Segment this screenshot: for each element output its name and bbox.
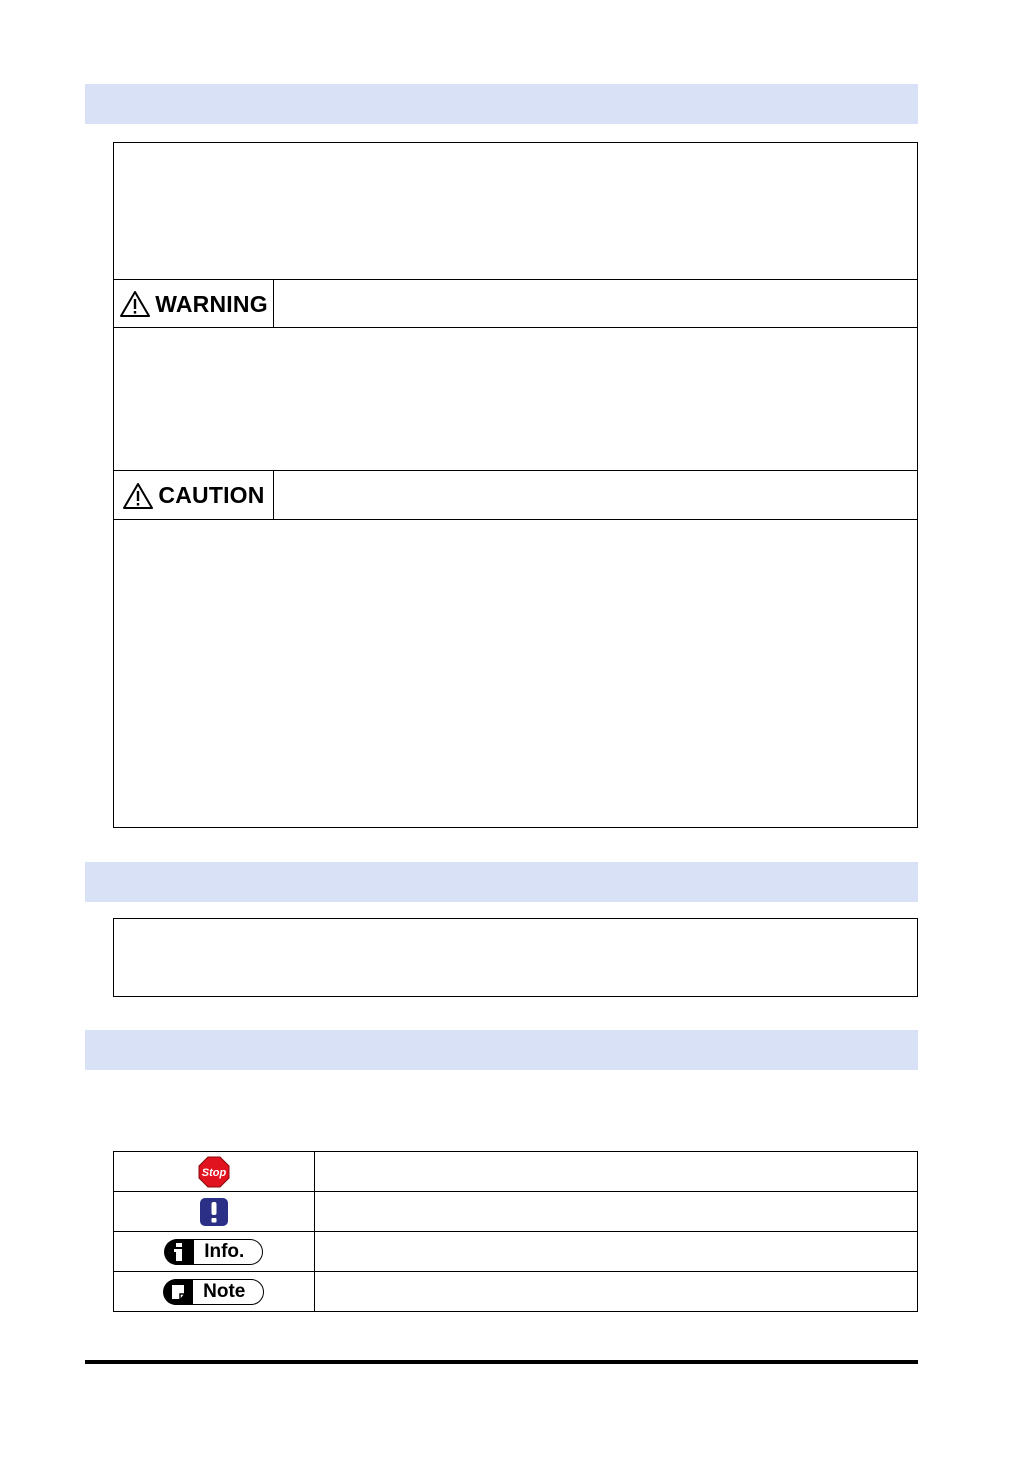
table-row bbox=[114, 1232, 918, 1272]
info-label: Info. bbox=[204, 1240, 245, 1262]
symbol-table bbox=[113, 1151, 918, 1312]
caution-text: CAUTION bbox=[158, 482, 265, 508]
note-badge bbox=[164, 1279, 265, 1305]
warning-text: WARNING bbox=[155, 290, 268, 317]
info-badge bbox=[165, 1239, 264, 1265]
note-icon bbox=[163, 1279, 193, 1305]
divider bbox=[273, 280, 274, 328]
footer-rule bbox=[85, 1360, 918, 1364]
section-header-band bbox=[85, 84, 918, 124]
stop-sign-icon bbox=[198, 1156, 230, 1188]
caution-triangle-icon bbox=[122, 482, 154, 510]
caution-label bbox=[114, 471, 273, 520]
symbol-cell bbox=[114, 1192, 315, 1232]
warning-triangle-icon bbox=[119, 290, 151, 318]
description-cell bbox=[315, 1272, 918, 1312]
description-cell bbox=[315, 1192, 918, 1232]
divider bbox=[273, 471, 274, 520]
table-row bbox=[114, 1152, 918, 1192]
symbol-cell bbox=[114, 1272, 315, 1312]
info-icon bbox=[164, 1239, 194, 1265]
table-row bbox=[114, 1192, 918, 1232]
symbol-cell bbox=[114, 1152, 315, 1192]
note-label: Note bbox=[203, 1280, 246, 1302]
table-row bbox=[114, 1272, 918, 1312]
safety-box bbox=[113, 142, 918, 828]
symbol-cell bbox=[114, 1232, 315, 1272]
divider bbox=[114, 327, 917, 328]
stop-sign-text: Stop bbox=[201, 1166, 227, 1179]
description-cell bbox=[315, 1232, 918, 1272]
warning-label bbox=[114, 280, 273, 328]
notice-box bbox=[113, 918, 918, 997]
divider bbox=[114, 519, 917, 520]
important-exclamation-icon bbox=[199, 1197, 229, 1227]
section-header-band bbox=[85, 1030, 918, 1070]
description-cell bbox=[315, 1152, 918, 1192]
section-header-band bbox=[85, 862, 918, 902]
